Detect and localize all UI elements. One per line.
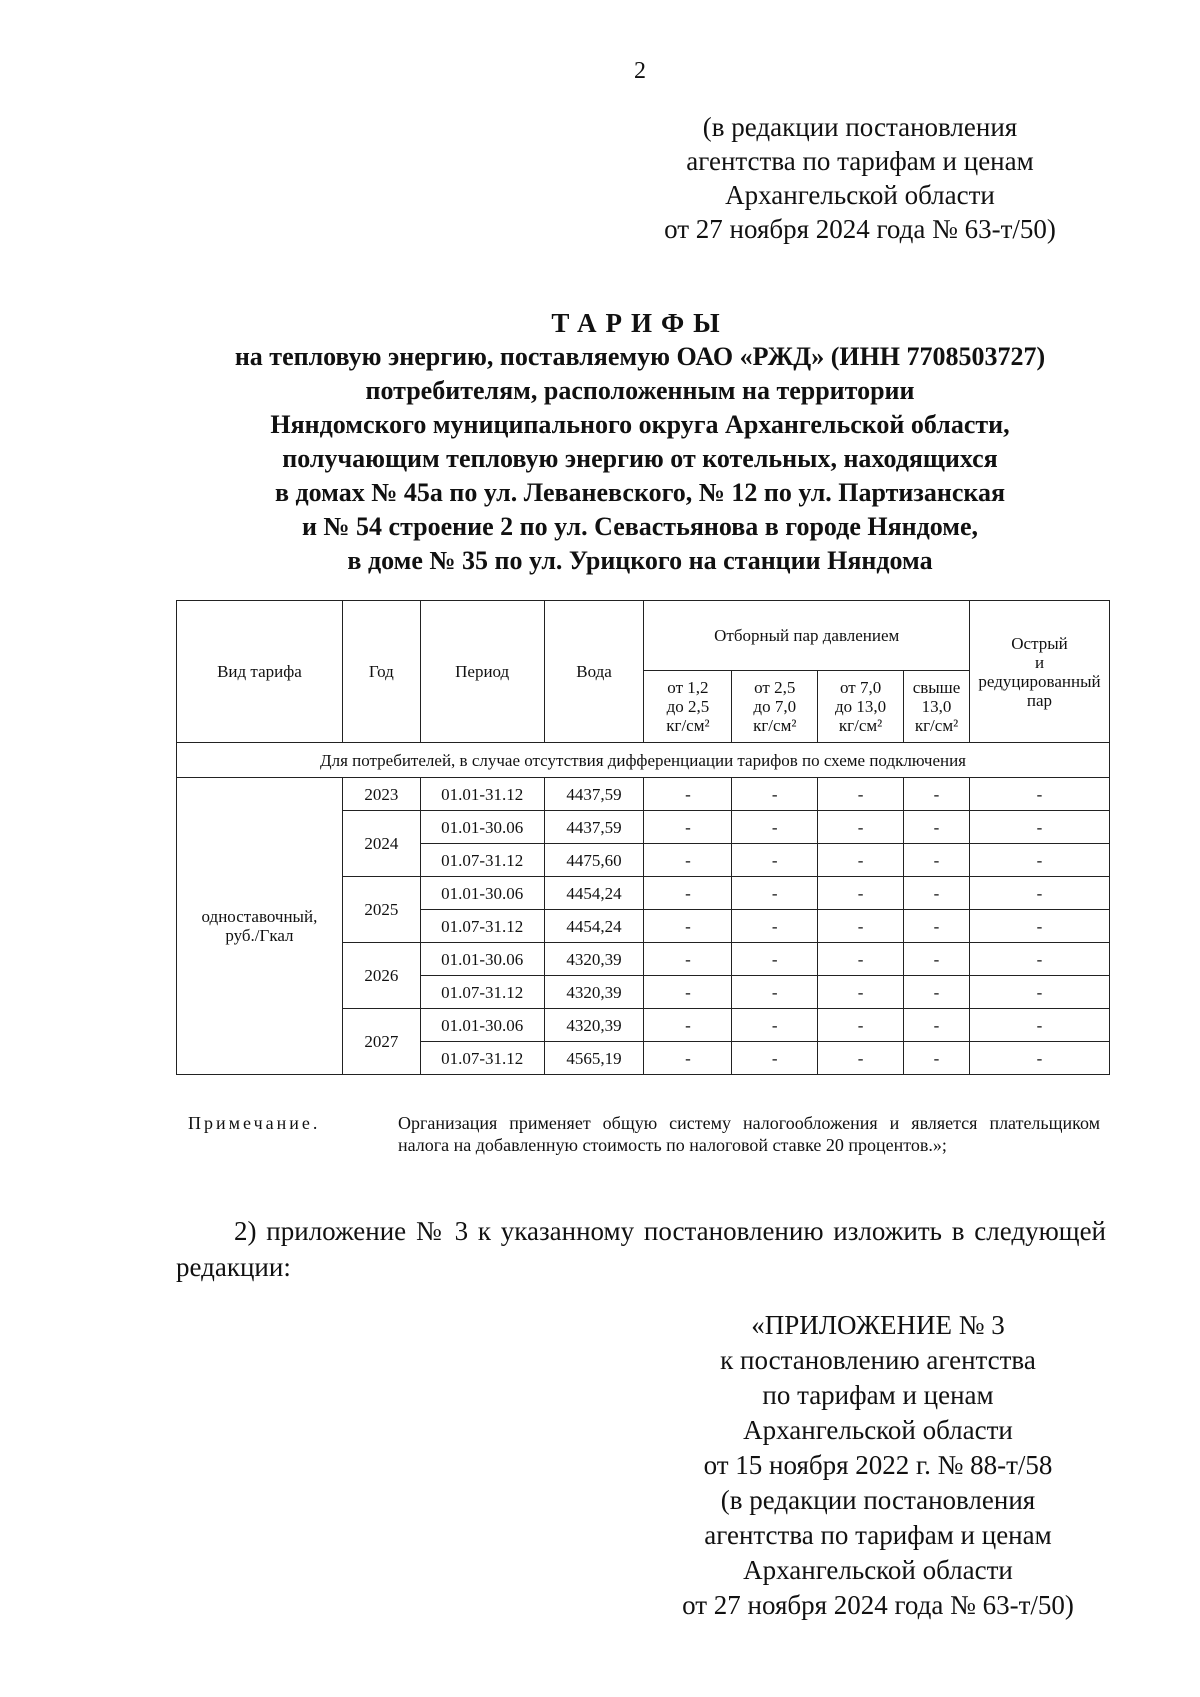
header-line: до 7,0: [753, 697, 797, 716]
appendix-line: «ПРИЛОЖЕНИЕ № 3: [751, 1310, 1005, 1340]
dash-cell: -: [904, 910, 970, 943]
dash-cell: -: [969, 778, 1109, 811]
header-sharp-steam: [969, 601, 1109, 743]
dash-cell: -: [732, 811, 818, 844]
water-cell: 4454,24: [544, 910, 644, 943]
header-unit: кг/см²: [753, 716, 797, 735]
header-unit: кг/см²: [914, 716, 959, 735]
dash-cell: -: [904, 844, 970, 877]
dash-cell: -: [969, 1009, 1109, 1042]
dash-cell: -: [732, 976, 818, 1009]
header-steam-col: [732, 671, 818, 743]
dash-cell: -: [904, 1042, 970, 1075]
editorial-line: (в редакции постановления: [702, 112, 1018, 142]
water-cell: 4475,60: [544, 844, 644, 877]
dash-cell: -: [732, 943, 818, 976]
period-cell: 01.01-31.12: [420, 778, 544, 811]
title-line: и № 54 строение 2 по ул. Севастьянова в городе Няндоме,: [301, 512, 979, 541]
editorial-note-top: [600, 110, 1120, 246]
appendix-line: от 27 ноября 2024 года № 63-т/50): [682, 1590, 1074, 1620]
dash-cell: -: [644, 1009, 732, 1042]
title-line: Няндомского муниципального округа Архангельской области,: [270, 410, 1010, 439]
table-row: [177, 778, 1110, 811]
water-cell: 4320,39: [544, 943, 644, 976]
tariff-type-line: одноставочный,: [201, 907, 318, 926]
dash-cell: -: [904, 811, 970, 844]
header-line: свыше: [912, 678, 961, 697]
header-sharp-line: редуцированный: [978, 671, 1101, 691]
tariff-type-cell: [177, 778, 343, 1075]
appendix-line: Архангельской области: [743, 1555, 1013, 1585]
header-steam-col: [818, 671, 904, 743]
dash-cell: -: [904, 778, 970, 811]
dash-cell: -: [644, 910, 732, 943]
header-line: от 7,0: [839, 678, 882, 697]
dash-cell: -: [644, 877, 732, 910]
dash-cell: -: [818, 1042, 904, 1075]
period-cell: 01.01-30.06: [420, 943, 544, 976]
dash-cell: -: [732, 910, 818, 943]
appendix-line: от 15 ноября 2022 г. № 88-т/58: [703, 1450, 1053, 1480]
dash-cell: -: [818, 844, 904, 877]
dash-cell: -: [904, 943, 970, 976]
title-line: потребителям, расположенным на территории: [365, 376, 915, 405]
tariffs-table: [176, 600, 1110, 1075]
title-line: на тепловую энергию, поставляемую ОАО «РЖД» (ИНН 7708503727): [234, 342, 1046, 371]
dash-cell: -: [644, 976, 732, 1009]
period-cell: 01.07-31.12: [420, 1042, 544, 1075]
appendix-line: агентства по тарифам и ценам: [704, 1520, 1052, 1550]
water-cell: 4320,39: [544, 1009, 644, 1042]
footnote-text: Организация применяет общую систему налогообложения и является плательщиком налога на добавленную стоимость по налоговой ставке 20 процентов.»;: [398, 1113, 1100, 1155]
header-year: Год: [342, 601, 420, 743]
water-cell: 4437,59: [544, 778, 644, 811]
year-cell: 2023: [342, 778, 420, 811]
header-steam-col: [644, 671, 732, 743]
dash-cell: -: [644, 943, 732, 976]
dash-cell: -: [732, 1042, 818, 1075]
dash-cell: -: [904, 1009, 970, 1042]
period-cell: 01.01-30.06: [420, 811, 544, 844]
period-cell: 01.01-30.06: [420, 1009, 544, 1042]
header-tariff-type: Вид тарифа: [177, 601, 343, 743]
title-line: в домах № 45а по ул. Леваневского, № 12 по ул. Партизанская: [274, 478, 1006, 507]
dash-cell: -: [732, 877, 818, 910]
header-steam-group: Отборный пар давлением: [644, 601, 970, 671]
header-steam-col: [904, 671, 970, 743]
header-line: до 2,5: [666, 697, 710, 716]
header-sharp-line: и: [1034, 652, 1045, 672]
dash-cell: -: [969, 844, 1109, 877]
dash-cell: -: [969, 943, 1109, 976]
year-cell: 2026: [342, 943, 420, 1009]
editorial-line: Архангельской области: [725, 180, 995, 210]
period-cell: 01.07-31.12: [420, 910, 544, 943]
tariff-type-unit: руб./Гкал: [225, 926, 294, 945]
editorial-line: от 27 ноября 2024 года № 63-т/50): [664, 214, 1056, 244]
dash-cell: -: [969, 877, 1109, 910]
dash-cell: -: [732, 1009, 818, 1042]
footnote-label: Примечание.: [188, 1113, 321, 1133]
water-cell: 4565,19: [544, 1042, 644, 1075]
dash-cell: -: [644, 778, 732, 811]
dash-cell: -: [904, 976, 970, 1009]
header-unit: кг/см²: [666, 716, 710, 735]
period-cell: 01.01-30.06: [420, 877, 544, 910]
appendix-line: (в редакции постановления: [720, 1485, 1036, 1515]
dash-cell: -: [818, 976, 904, 1009]
dash-cell: -: [818, 877, 904, 910]
header-line: от 1,2: [667, 678, 709, 697]
period-cell: 01.07-31.12: [420, 976, 544, 1009]
tariff-rows: [177, 778, 1110, 1075]
title-line: получающим тепловую энергию от котельных, находящихся: [282, 444, 998, 473]
water-cell: 4454,24: [544, 877, 644, 910]
year-cell: 2027: [342, 1009, 420, 1075]
dash-cell: -: [818, 943, 904, 976]
dash-cell: -: [969, 976, 1109, 1009]
document-title: [150, 306, 1130, 578]
dash-cell: -: [732, 778, 818, 811]
dash-cell: -: [969, 910, 1109, 943]
water-cell: 4437,59: [544, 811, 644, 844]
dash-cell: -: [969, 1042, 1109, 1075]
water-cell: 4320,39: [544, 976, 644, 1009]
appendix-line: Архангельской области: [743, 1415, 1013, 1445]
appendix-line: по тарифам и ценам: [762, 1380, 994, 1410]
dash-cell: -: [818, 811, 904, 844]
title-heading: ТАРИФЫ: [551, 308, 729, 338]
dash-cell: -: [818, 778, 904, 811]
appendix-header: [618, 1308, 1138, 1623]
header-sharp-line: Острый: [1011, 633, 1068, 653]
dash-cell: -: [818, 910, 904, 943]
header-unit: кг/см²: [838, 716, 883, 735]
year-cell: 2024: [342, 811, 420, 877]
header-sharp-line: пар: [1026, 690, 1053, 710]
dash-cell: -: [644, 811, 732, 844]
header-line: 13,0: [921, 697, 952, 716]
dash-cell: -: [969, 811, 1109, 844]
year-cell: 2025: [342, 877, 420, 943]
dash-cell: -: [644, 1042, 732, 1075]
header-line: до 13,0: [835, 697, 887, 716]
dash-cell: -: [732, 844, 818, 877]
appendix-line: к постановлению агентства: [720, 1345, 1036, 1375]
period-cell: 01.07-31.12: [420, 844, 544, 877]
header-water: Вода: [544, 601, 644, 743]
dash-cell: -: [818, 1009, 904, 1042]
amendment-paragraph: 2) приложение № 3 к указанному постановлению изложить в следующей редакции:: [176, 1216, 1106, 1282]
dash-cell: -: [904, 877, 970, 910]
header-line: от 2,5: [754, 678, 796, 697]
title-line: в доме № 35 по ул. Урицкого на станции Няндома: [347, 546, 933, 575]
section-note: Для потребителей, в случае отсутствия дифференциации тарифов по схеме подключения: [177, 743, 1110, 778]
page-number: 2: [634, 58, 646, 84]
dash-cell: -: [644, 844, 732, 877]
editorial-line: агентства по тарифам и ценам: [686, 146, 1034, 176]
header-period: Период: [420, 601, 544, 743]
